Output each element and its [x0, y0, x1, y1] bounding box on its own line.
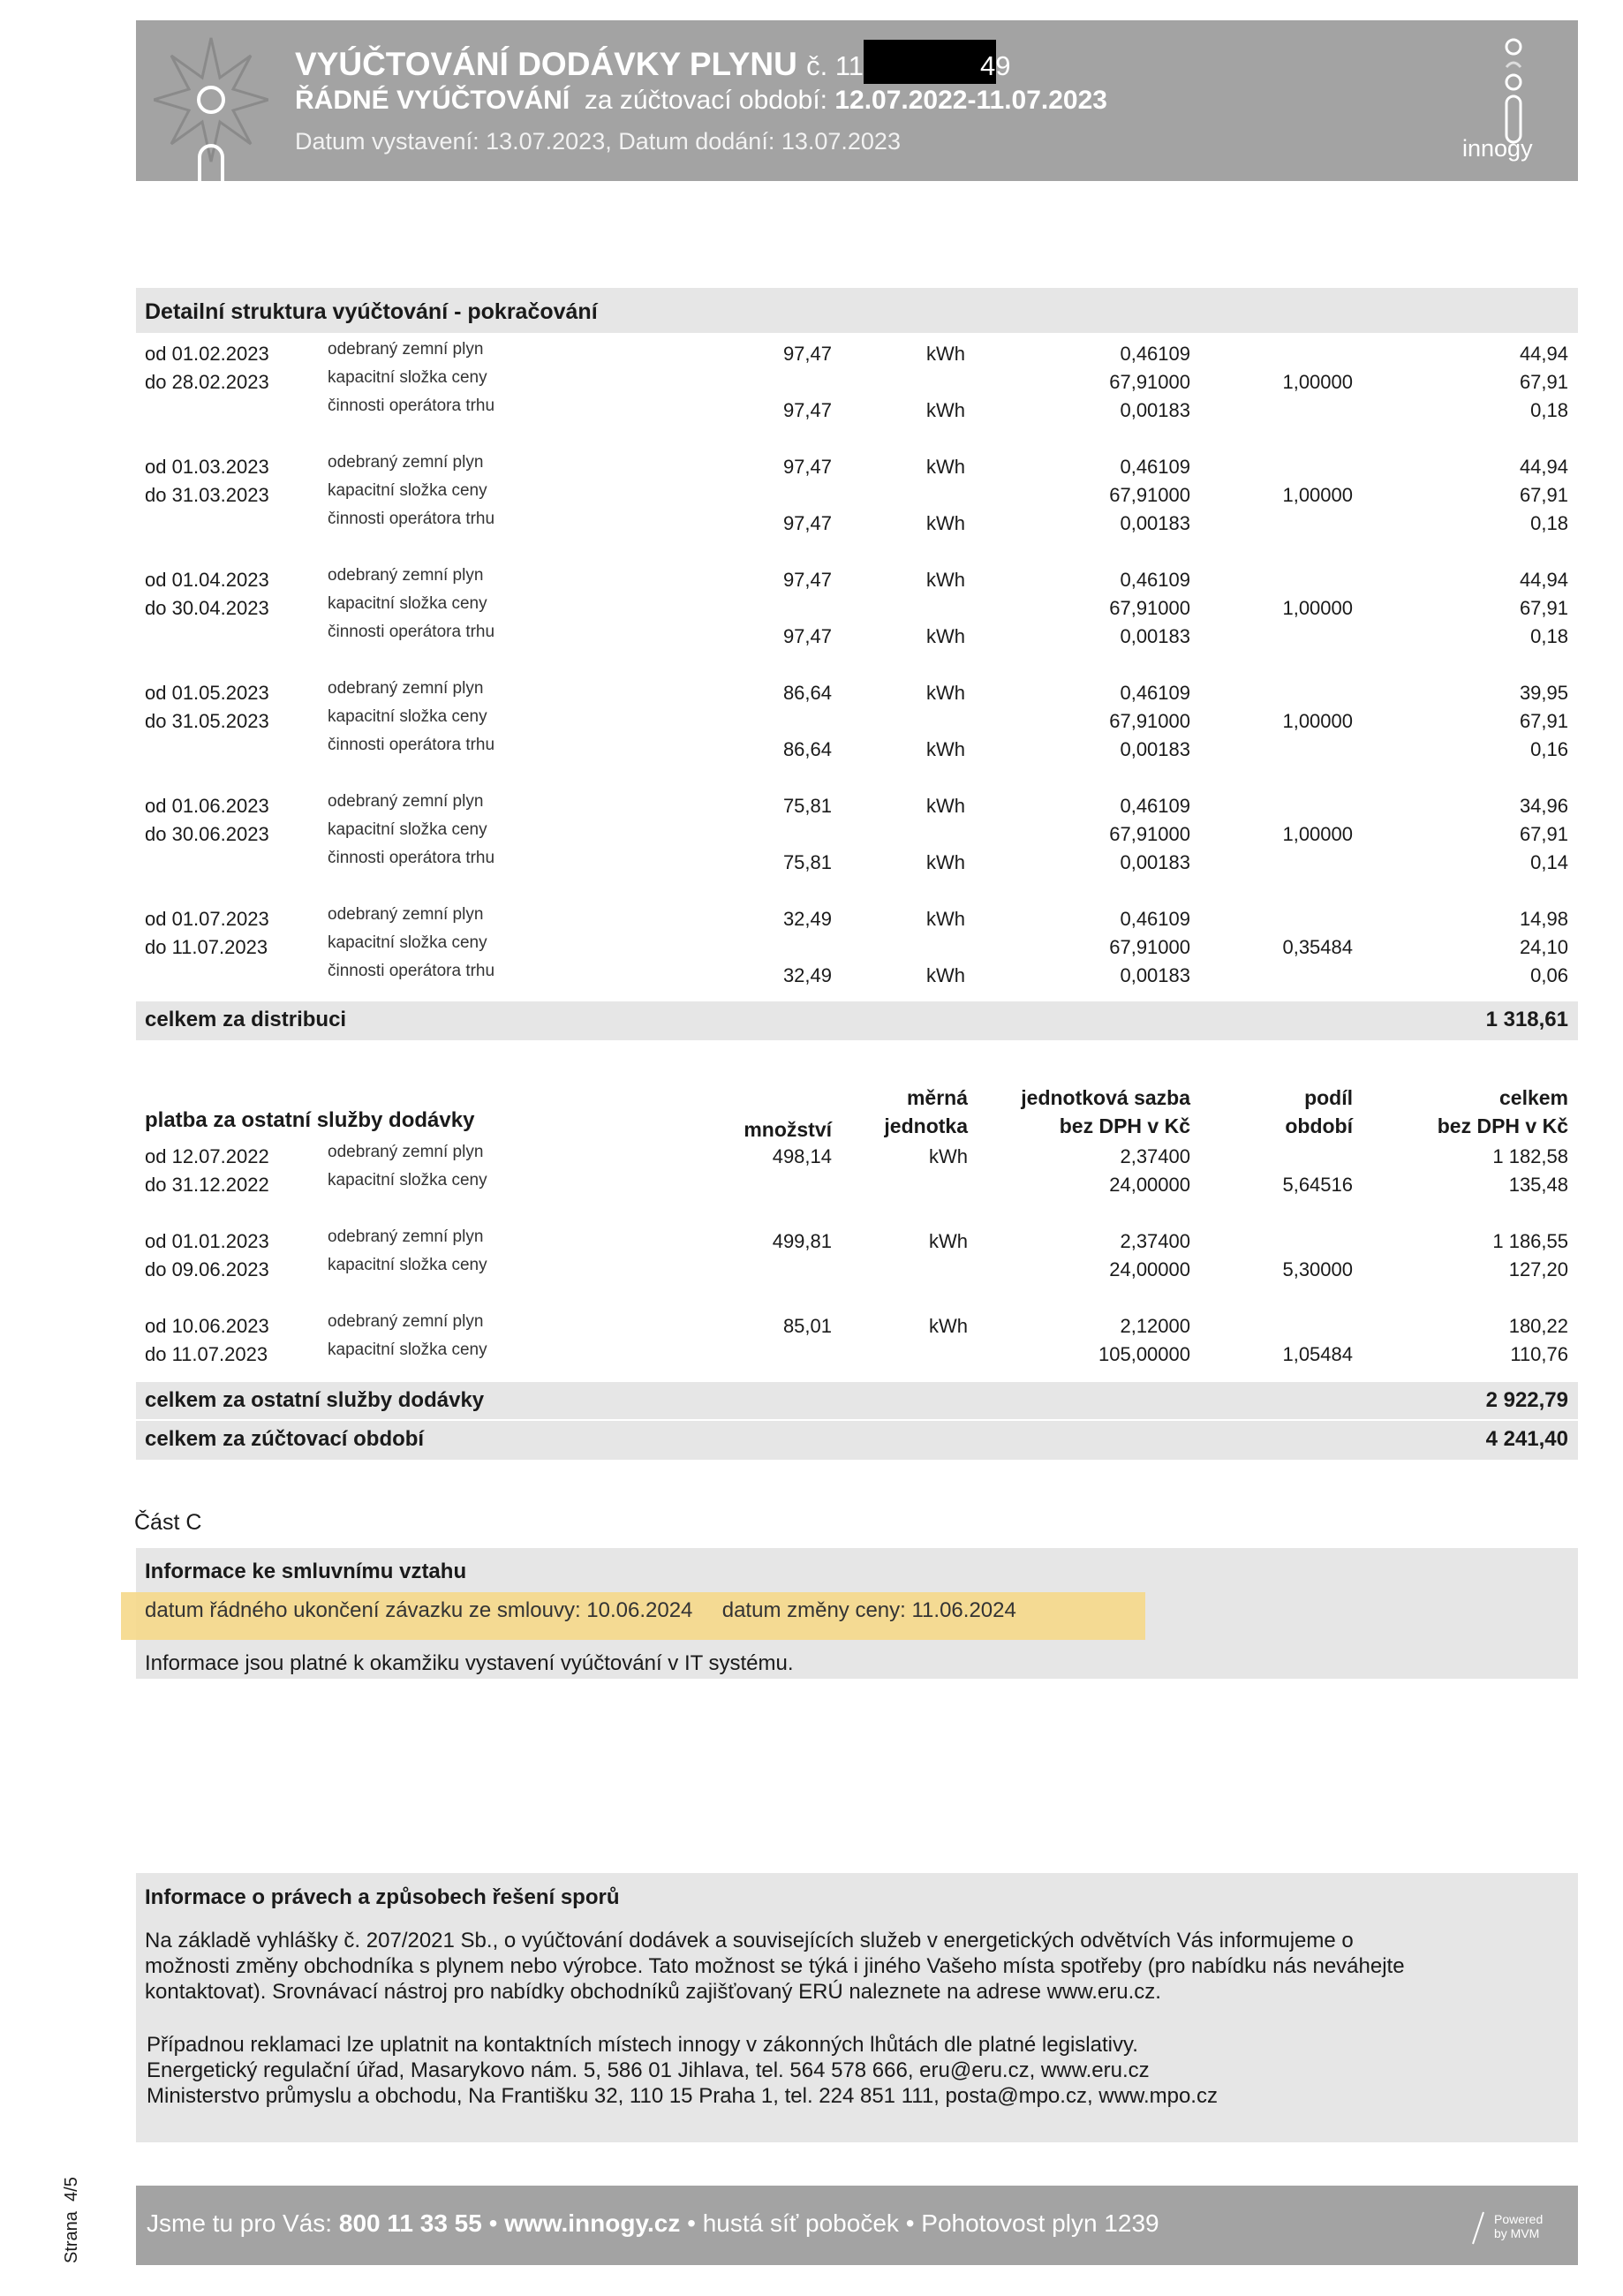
line-total: 1 186,55 [1492, 1230, 1568, 1252]
total-value: 1 318,61 [1485, 1008, 1568, 1031]
services-title: platba za ostatní služby dodávky [145, 1108, 475, 1132]
date-from: od 01.05.2023 [145, 682, 269, 704]
invoice-subtitle: ŘÁDNÉ VYÚČTOVÁNÍ za zúčtovací období: 12.07.2022-11.07.2023 [295, 86, 1107, 115]
quantity: 97,47 [782, 625, 832, 647]
unit-rate: 67,91000 [1109, 484, 1190, 506]
contract-dates: datum řádného ukončení závazku ze smlouvy: 10.06.2024 datum změny ceny: 11.06.2024 [145, 1598, 1016, 1622]
quantity: 86,64 [782, 738, 832, 760]
table-row [136, 679, 1578, 708]
date-to: do 31.03.2023 [145, 484, 269, 506]
quantity: 75,81 [782, 851, 832, 873]
line-total: 24,10 [1519, 936, 1568, 958]
contract-info-title: Informace ke smluvnímu vztahu [145, 1560, 467, 1583]
item-name: odebraný zemní plyn [328, 566, 484, 585]
item-name: odebraný zemní plyn [328, 1227, 484, 1246]
table-row [136, 453, 1578, 482]
unit-rate: 0,46109 [1120, 343, 1190, 365]
item-name: činnosti operátora trhu [328, 623, 495, 641]
period-share: 1,00000 [1282, 823, 1353, 845]
page-number: Strana 4/5 [62, 2177, 81, 2263]
line-total: 0,16 [1530, 738, 1568, 760]
line-total: 135,48 [1508, 1174, 1568, 1196]
line-total: 110,76 [1510, 1343, 1568, 1365]
detail-title: Detailní struktura vyúčtování - pokračování [145, 299, 598, 324]
period-total-row [136, 1421, 1578, 1460]
sun-logo-icon [154, 29, 268, 181]
unit: kWh [926, 682, 965, 704]
unit-rate: 24,00000 [1109, 1258, 1190, 1280]
period-share: 0,35484 [1282, 936, 1353, 958]
table-row [136, 1312, 1578, 1341]
unit-rate: 2,37400 [1120, 1145, 1190, 1167]
date-to: do 30.06.2023 [145, 823, 269, 845]
unit-rate: 2,12000 [1120, 1315, 1190, 1337]
item-name: kapacitní složka ceny [328, 368, 487, 387]
unit-rate: 67,91000 [1109, 823, 1190, 845]
item-name: kapacitní složka ceny [328, 1341, 487, 1359]
table-row [136, 340, 1578, 369]
contract-info-box [136, 1548, 1578, 1679]
unit-rate: 105,00000 [1098, 1343, 1190, 1365]
item-name: činnosti operátora trhu [328, 736, 495, 754]
date-to: do 30.04.2023 [145, 597, 269, 619]
item-name: odebraný zemní plyn [328, 905, 484, 924]
slash-divider-icon [1469, 2210, 1487, 2246]
unit-rate: 2,37400 [1120, 1230, 1190, 1252]
date-to: do 31.05.2023 [145, 710, 269, 732]
table-row [136, 1145, 1578, 1172]
unit-rate: 0,00183 [1120, 851, 1190, 873]
line-total: 14,98 [1519, 908, 1568, 930]
powered-by-mvm: Powered by MVM [1494, 2212, 1544, 2240]
col-header-share: podíl období [1285, 1086, 1353, 1137]
period-share: 1,00000 [1282, 710, 1353, 732]
rights-title: Informace o právech a způsobech řešení sporů [145, 1885, 620, 1909]
table-row [136, 625, 1578, 652]
rights-info-box [136, 1873, 1578, 2142]
unit: kWh [929, 1145, 968, 1167]
line-total: 0,18 [1530, 625, 1568, 647]
date-from: od 10.06.2023 [145, 1315, 269, 1337]
services-total-row [136, 1382, 1578, 1419]
period-share: 1,00000 [1282, 597, 1353, 619]
unit-rate: 0,46109 [1120, 795, 1190, 817]
line-total: 180,22 [1508, 1315, 1568, 1337]
table-row [136, 820, 1578, 850]
footer-contact: Jsme tu pro Vás: 800 11 33 55 • www.innogy.cz • hustá síť poboček • Pohotovost plyn 1239 [147, 2209, 1159, 2237]
item-name: odebraný zemní plyn [328, 340, 484, 359]
line-total: 44,94 [1519, 569, 1568, 591]
unit-rate: 24,00000 [1109, 1174, 1190, 1196]
date-to: do 09.06.2023 [145, 1258, 269, 1280]
table-row [136, 368, 1578, 397]
quantity: 97,47 [782, 569, 832, 591]
quantity: 498,14 [772, 1145, 832, 1167]
unit: kWh [926, 569, 965, 591]
item-name: kapacitní složka ceny [328, 707, 487, 726]
table-row [136, 481, 1578, 510]
table-row [136, 1343, 1578, 1370]
footer-web-link[interactable]: www.innogy.cz [504, 2209, 681, 2237]
invoice-header [136, 20, 1578, 181]
total-label: celkem za ostatní služby dodávky [145, 1388, 485, 1412]
innogy-logo-icon [1496, 36, 1531, 147]
line-total: 0,06 [1530, 964, 1568, 986]
period-share: 5,64516 [1282, 1174, 1353, 1196]
unit-rate: 67,91000 [1109, 936, 1190, 958]
line-total: 67,91 [1519, 597, 1568, 619]
col-header-rate: jednotková sazba bez DPH v Kč [1021, 1086, 1190, 1137]
footer-phone[interactable]: 800 11 33 55 [338, 2209, 482, 2237]
table-row [136, 964, 1578, 991]
detail-section-header [136, 288, 1578, 333]
unit: kWh [926, 738, 965, 760]
unit-rate: 0,46109 [1120, 569, 1190, 591]
date-from: od 01.06.2023 [145, 795, 269, 817]
date-from: od 01.01.2023 [145, 1230, 269, 1252]
unit-rate: 67,91000 [1109, 710, 1190, 732]
col-header-unit: měrná jednotka [884, 1086, 968, 1137]
period-share: 1,00000 [1282, 371, 1353, 393]
distribution-total-row [136, 1001, 1578, 1040]
unit: kWh [926, 964, 965, 986]
table-row [136, 399, 1578, 426]
col-header-qty: množství [744, 1118, 832, 1141]
item-name: kapacitní složka ceny [328, 594, 487, 613]
date-from: od 01.07.2023 [145, 908, 269, 930]
invoice-title: VYÚČTOVÁNÍ DODÁVKY PLYNU č. 11 49 [295, 40, 1011, 84]
table-row [136, 594, 1578, 623]
total-value: 2 922,79 [1485, 1388, 1568, 1412]
item-name: kapacitní složka ceny [328, 933, 487, 952]
contract-note: Informace jsou platné k okamžiku vystavení vyúčtování v IT systému. [145, 1651, 794, 1675]
rights-paragraph-1: Na základě vyhlášky č. 207/2021 Sb., o vyúčtování dodávek a souvisejících služeb v energetických odvětvích Vás informujeme o možnosti změny obchodníka s plynem nebo výrobce. Tato možnost se týká i jiného Vašeho místa spotřeby (pro nabídku nás neváhejte kontaktovat). Srovnávací nástroj pro nabídky obchodníků zajišťovaný ERÚ naleznete na adrese www.eru.cz. [145, 1929, 1405, 2004]
date-to: do 11.07.2023 [145, 936, 268, 958]
item-name: odebraný zemní plyn [328, 679, 484, 698]
part-c-label: Část C [134, 1510, 202, 1535]
item-name: kapacitní složka ceny [328, 481, 487, 500]
line-total: 0,18 [1530, 399, 1568, 421]
unit: kWh [926, 456, 965, 478]
table-row [136, 792, 1578, 821]
unit: kWh [926, 343, 965, 365]
quantity: 32,49 [782, 964, 832, 986]
unit-rate: 0,00183 [1120, 512, 1190, 534]
unit-rate: 0,00183 [1120, 738, 1190, 760]
table-row [136, 707, 1578, 736]
date-to: do 11.07.2023 [145, 1343, 268, 1365]
innogy-brand: innogy [1462, 135, 1533, 162]
total-value: 4 241,40 [1485, 1427, 1568, 1451]
unit: kWh [926, 512, 965, 534]
unit: kWh [929, 1230, 968, 1252]
quantity: 97,47 [782, 512, 832, 534]
quantity: 97,47 [782, 399, 832, 421]
total-label: celkem za zúčtovací období [145, 1427, 425, 1451]
table-row [136, 1258, 1578, 1285]
unit: kWh [926, 795, 965, 817]
item-name: odebraný zemní plyn [328, 1312, 484, 1331]
line-total: 44,94 [1519, 343, 1568, 365]
item-name: odebraný zemní plyn [328, 453, 484, 472]
col-header-total: celkem bez DPH v Kč [1437, 1086, 1568, 1137]
period-share: 5,30000 [1282, 1258, 1353, 1280]
table-row [136, 905, 1578, 934]
unit-rate: 0,00183 [1120, 625, 1190, 647]
table-row [136, 1171, 1578, 1200]
total-label: celkem za distribuci [145, 1008, 347, 1031]
line-total: 127,20 [1508, 1258, 1568, 1280]
item-name: činnosti operátora trhu [328, 397, 495, 415]
redacted-block [864, 40, 996, 84]
item-name: kapacitní složka ceny [328, 820, 487, 839]
line-total: 67,91 [1519, 710, 1568, 732]
quantity: 86,64 [782, 682, 832, 704]
line-total: 0,18 [1530, 512, 1568, 534]
unit: kWh [926, 399, 965, 421]
table-row [136, 851, 1578, 878]
period-share: 1,05484 [1282, 1343, 1353, 1365]
date-from: od 01.02.2023 [145, 343, 269, 365]
rights-paragraph-2: Případnou reklamaci lze uplatnit na kontaktních místech innogy v zákonných lhůtách dle platné legislativy. Energetický regulační úřad, Masarykovo nám. 5, 586 01 Jihlava, tel. 564 578 666, eru@eru.cz, www.eru.cz Ministerstvo průmyslu a obchodu, Na Františku 32, 110 15 Praha 1, tel. 224 851 111, posta@mpo.cz, www.mpo.cz [147, 2033, 1218, 2108]
item-name: odebraný zemní plyn [328, 1143, 484, 1161]
item-name: odebraný zemní plyn [328, 792, 484, 811]
line-total: 39,95 [1519, 682, 1568, 704]
date-to: do 28.02.2023 [145, 371, 269, 393]
line-total: 0,14 [1530, 851, 1568, 873]
unit-rate: 0,00183 [1120, 399, 1190, 421]
item-name: kapacitní složka ceny [328, 1171, 487, 1190]
unit-rate: 0,46109 [1120, 456, 1190, 478]
date-to: do 31.12.2022 [145, 1174, 269, 1196]
date-from: od 01.03.2023 [145, 456, 269, 478]
unit: kWh [926, 625, 965, 647]
footer-bar [136, 2186, 1578, 2265]
unit: kWh [929, 1315, 968, 1337]
period-share: 1,00000 [1282, 484, 1353, 506]
item-name: činnosti operátora trhu [328, 962, 495, 980]
table-row [136, 1227, 1578, 1257]
table-row [136, 933, 1578, 963]
quantity: 97,47 [782, 456, 832, 478]
line-total: 44,94 [1519, 456, 1568, 478]
line-total: 1 182,58 [1492, 1145, 1568, 1167]
line-total: 67,91 [1519, 823, 1568, 845]
quantity: 85,01 [782, 1315, 832, 1337]
item-name: činnosti operátora trhu [328, 849, 495, 867]
unit: kWh [926, 851, 965, 873]
unit: kWh [926, 908, 965, 930]
item-name: kapacitní složka ceny [328, 1256, 487, 1274]
quantity: 75,81 [782, 795, 832, 817]
table-row [136, 566, 1578, 595]
quantity: 97,47 [782, 343, 832, 365]
unit-rate: 0,46109 [1120, 908, 1190, 930]
item-name: činnosti operátora trhu [328, 510, 495, 528]
quantity: 32,49 [782, 908, 832, 930]
date-from: od 12.07.2022 [145, 1145, 269, 1167]
invoice-dates: Datum vystavení: 13.07.2023, Datum dodání: 13.07.2023 [295, 128, 901, 155]
unit-rate: 67,91000 [1109, 597, 1190, 619]
unit-rate: 0,00183 [1120, 964, 1190, 986]
unit-rate: 67,91000 [1109, 371, 1190, 393]
table-row [136, 512, 1578, 539]
line-total: 67,91 [1519, 371, 1568, 393]
line-total: 34,96 [1519, 795, 1568, 817]
unit-rate: 0,46109 [1120, 682, 1190, 704]
quantity: 499,81 [772, 1230, 832, 1252]
date-from: od 01.04.2023 [145, 569, 269, 591]
table-row [136, 738, 1578, 765]
line-total: 67,91 [1519, 484, 1568, 506]
